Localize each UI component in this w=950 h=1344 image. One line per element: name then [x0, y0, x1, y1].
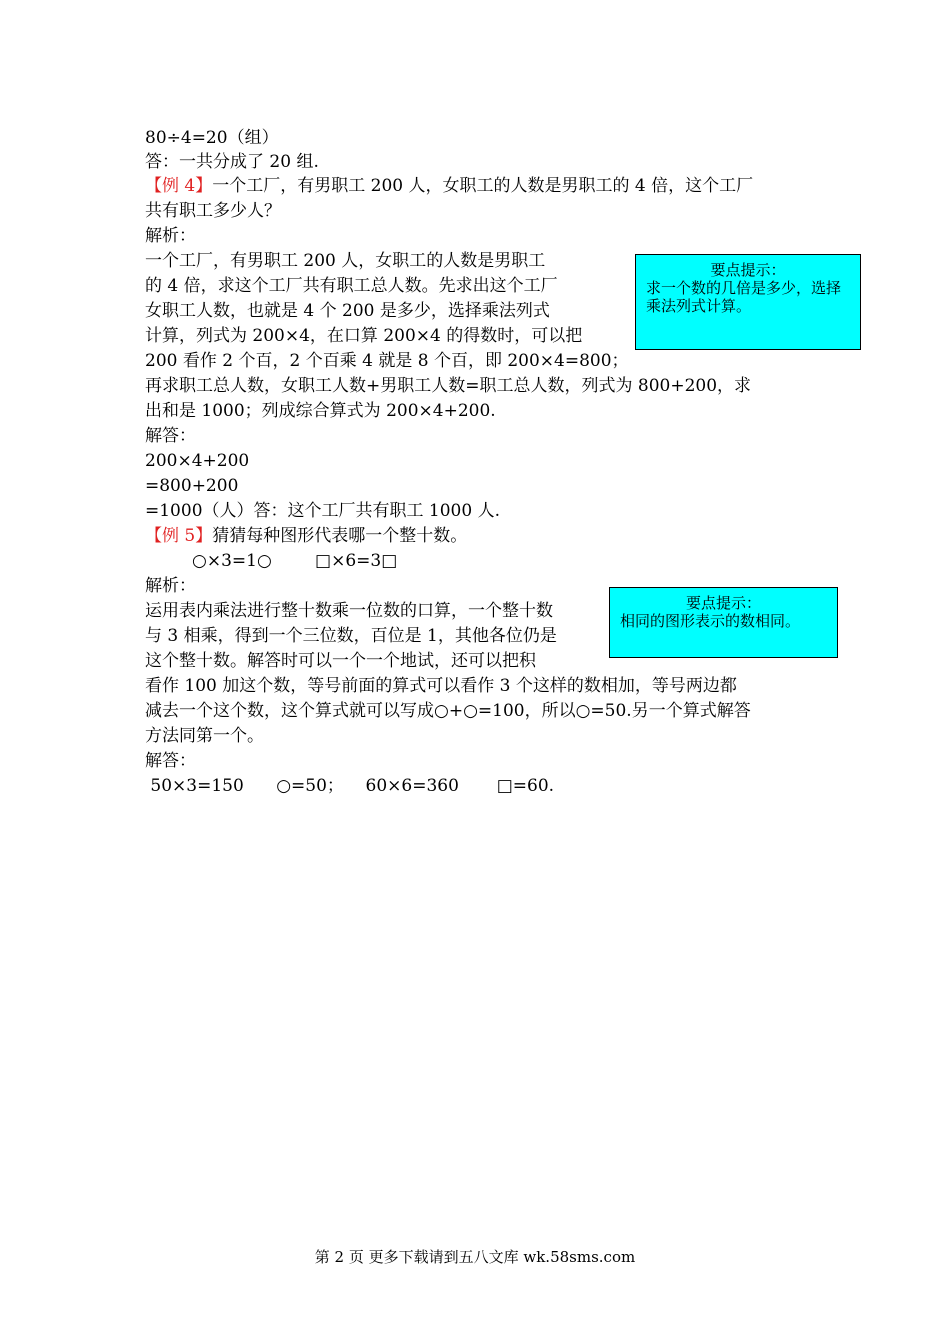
tip-box [609, 587, 838, 658]
analysis-label: 解析： [145, 226, 196, 246]
tip-body: 求一个数的几倍是多少，选择乘法列式计算。 [646, 279, 842, 315]
text-line: 与 3 相乘，得到一个三位数，百位是 1，其他各位仍是 [145, 626, 557, 646]
text-line: 再求职工总人数，女职工人数+男职工人数=职工总人数，列式为 800+200，求 [145, 376, 752, 396]
text-line: 运用表内乘法进行整十数乘一位数的口算，一个整十数 [145, 601, 553, 621]
text-line: 一个工厂，有男职工 200 人，女职工的人数是男职工 [145, 251, 546, 271]
text-line: 的 4 倍，求这个工厂共有职工总人数。先求出这个工厂 [145, 276, 558, 296]
text-line: 共有职工多少人？ [145, 201, 281, 221]
text-line: 猜猜每种图形代表哪一个整十数。 [212, 526, 468, 546]
answer-label: 解答： [145, 426, 196, 446]
tip-title: 要点提示： [710, 261, 786, 279]
example-5-tag: 【例 5】 [145, 526, 213, 546]
text-line: =800+200 [145, 476, 239, 496]
text-line: 200 看作 2 个百，2 个百乘 4 就是 8 个百，即 200×4=800； [145, 351, 629, 371]
tip-body: 相同的图形表示的数相同。 [620, 612, 801, 630]
text-line: 计算，列式为 200×4，在口算 200×4 的得数时，可以把 [145, 326, 583, 346]
text-line: 一个工厂，有男职工 200 人，女职工的人数是男职工的 4 倍，这个工厂 [212, 176, 754, 196]
example-4-tag: 【例 4】 [145, 176, 213, 196]
page-footer: 第 2 页 更多下载请到五八文库 wk.58sms.com [314, 1248, 636, 1266]
text-line: 方法同第一个。 [145, 726, 264, 746]
text-line: =1000（人）答：这个工厂共有职工 1000 人. [145, 501, 500, 521]
text-line: 减去一个这个数，这个算式就可以写成○+○=100，所以○=50.另一个算式解答 [145, 701, 751, 721]
text-line: 答：一共分成了 20 组. [145, 152, 319, 172]
example-5-question [145, 524, 467, 548]
text-line: ○×3=1○ □×6=3□ [192, 551, 398, 571]
analysis-label: 解析： [145, 576, 196, 596]
text-line: 50×3=150 ○=50； 60×6=360 □=60. [145, 776, 555, 796]
example-4-question [145, 174, 753, 198]
text-line: 这个整十数。解答时可以一个一个地试，还可以把积 [145, 651, 536, 671]
text-line: 80÷4=20（组） [145, 128, 279, 148]
text-line: 女职工人数，也就是 4 个 200 是多少，选择乘法列式 [145, 301, 550, 321]
text-line: 出和是 1000；列成综合算式为 200×4+200. [145, 401, 496, 421]
tip-title: 要点提示： [685, 594, 761, 612]
answer-label: 解答： [145, 751, 196, 771]
text-line: 看作 100 加这个数，等号前面的算式可以看作 3 个这样的数相加，等号两边都 [145, 676, 737, 696]
tip-box [635, 254, 861, 350]
text-line: 200×4+200 [145, 451, 250, 471]
